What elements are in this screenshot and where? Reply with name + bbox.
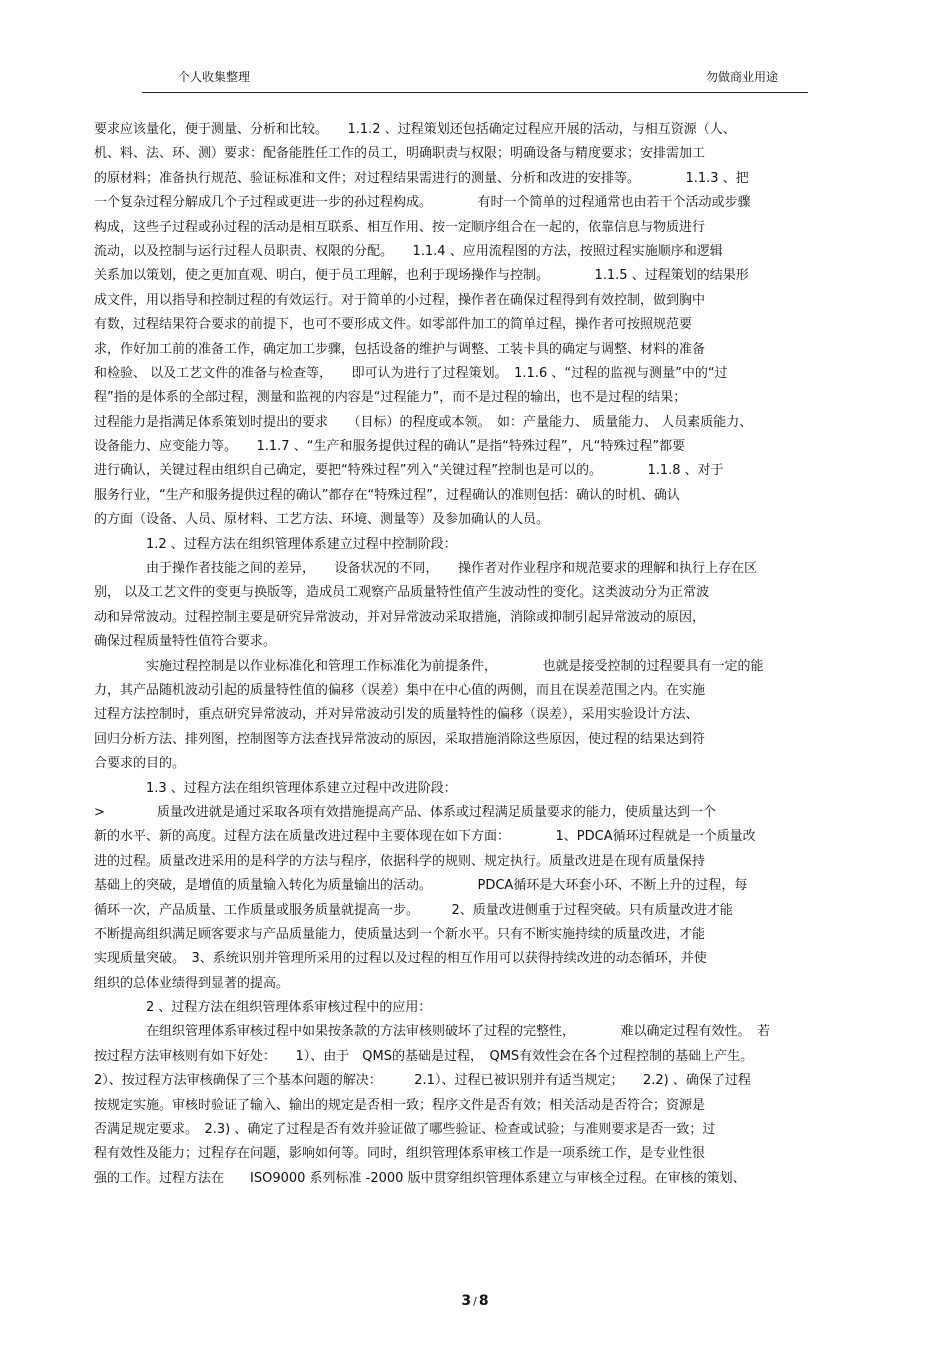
text-line: 一个复杂过程分解成几个子过程或更进一步的孙过程构成。 有时一个简单的过程通常也由若干个活动或步骤 bbox=[94, 195, 751, 211]
text-line: 过程方法控制时，重点研究异常波动，并对异常波动引发的质量特性的偏移（误差），采用实验设计方法、 bbox=[94, 707, 699, 723]
text-line: 成文件，用以指导和控制过程的有效运行。对于简单的小过程，操作者在确保过程得到有效控制，做到胸中 bbox=[94, 292, 706, 308]
text-line: 合要求的目的。 bbox=[94, 756, 186, 772]
text-line: 按过程方法审核则有如下好处： 1）、由于 QMS的基础是过程， QMS有效性会在各个过程控制的基础上产生。 bbox=[94, 1048, 754, 1064]
header-right-text: 勿做商业用途 bbox=[705, 70, 778, 84]
text-line: 组织的总体业绩得到显著的提高。 bbox=[94, 975, 290, 991]
body-text bbox=[94, 118, 878, 1191]
text-line: 循环一次，产品质量、工作质量或服务质量就提高一步。 2、质量改进侧重于过程突破。只有质量改进才能 bbox=[94, 902, 733, 918]
text-line: 2）、按过程方法审核确保了三个基本问题的解决： 2.1）、过程已被识别并有适当规定； 2.2) 、确保了过程 bbox=[94, 1073, 751, 1089]
page-current: 3 bbox=[461, 1293, 472, 1309]
text-line: 进的过程。质量改进采用的是科学的方法与程序，依据科学的规则、规定执行。质量改进是在现有质量保持 bbox=[94, 853, 706, 869]
text-line: 设备能力、应变能力等。 1.1.7 、“生产和服务提供过程的确认”是指“特殊过程”，凡“特殊过程”都要 bbox=[94, 439, 686, 455]
text-line: 程”指的是体系的全部过程，测量和监视的内容是“过程能力”，而不是过程的输出，也不是过程的结果； bbox=[94, 390, 687, 406]
text-line: 动和异常波动。过程控制主要是研究异常波动，并对异常波动采取措施，消除或抑制引起异常波动的原因， bbox=[94, 609, 706, 625]
text-line: 基础上的突破，是增值的质量输入转化为质量输出的活动。 PDCA循环是大环套小环、不断上升的过程，每 bbox=[94, 878, 748, 894]
text-line: 流动，以及控制与运行过程人员职责、权限的分配。 1.1.4 、应用流程图的方法，按照过程实施顺序和逻辑 bbox=[94, 243, 723, 259]
text-line: 过程能力是指满足体系策划时提出的要求 （目标）的程度或本领。 如：产量能力、 质量能力、 人员素质能力、 bbox=[94, 414, 753, 430]
text-line: 不断提高组织满足顾客要求与产品质量能力，使质量达到一个新水平。只有不断实施持续的质量改进，才能 bbox=[94, 926, 706, 942]
text-line: 实现质量突破。 3、系统识别并管理所采用的过程以及过程的相互作用可以获得持续改进的动态循环，并使 bbox=[94, 951, 707, 967]
page-number bbox=[0, 1293, 950, 1309]
text-line: 机、料、法、环、测）要求：配备能胜任工作的员工，明确职责与权限；明确设备与精度要求；安排需加工 bbox=[94, 146, 706, 162]
page-separator: / bbox=[473, 1295, 477, 1308]
text-line: 1.3 、过程方法在组织管理体系建立过程中改进阶段： bbox=[94, 780, 457, 796]
text-line: 新的水平、新的高度。过程方法在质量改进过程中主要体现在如下方面： 1、PDCA循环过程就是一个质量改 bbox=[94, 829, 756, 845]
text-line: 按规定实施。审核时验证了输入、输出的规定是否相一致；程序文件是否有效；相关活动是否符合；资源是 bbox=[94, 1097, 706, 1113]
text-line: 由于操作者技能之间的差异， 设备状况的不同， 操作者对作业程序和规范要求的理解和执行上存在区 bbox=[94, 561, 758, 577]
text-line: 1.2 、过程方法在组织管理体系建立过程中控制阶段： bbox=[94, 536, 457, 552]
page-total: 8 bbox=[478, 1293, 489, 1309]
text-line: 别， 以及工艺文件的变更与换版等，造成员工观察产品质量特性值产生波动性的变化。这类波动分为正常波 bbox=[94, 585, 710, 601]
text-line: 2 、过程方法在组织管理体系审核过程中的应用： bbox=[94, 1000, 432, 1016]
text-line: 程有效性及能力；过程存在问题，影响如何等。同时，组织管理体系审核工作是一项系统工作，是专业性很 bbox=[94, 1146, 706, 1162]
text-line: 的原材料；准备执行规范、验证标准和文件；对过程结果需进行的测量、分析和改进的安排等。 1.1.3 、把 bbox=[94, 170, 749, 186]
text-line: 强的工作。过程方法在 ISO9000 系列标准 -2000 版中贯穿组织管理体系建立与审核全过程。在审核的策划、 bbox=[94, 1170, 746, 1186]
text-line: 进行确认，关键过程由组织自己确定，要把“特殊过程”列入“关键过程”控制也是可以的。 1.1.8 、对于 bbox=[94, 463, 724, 479]
text-line: 和检验、 以及工艺文件的准备与检查等， 即可认为进行了过程策划。 1.1.6 、“过程的监视与测量”中的“过 bbox=[94, 365, 728, 381]
text-line: 的方面（设备、人员、原材料、工艺方法、环境、测量等）及参加确认的人员。 bbox=[94, 512, 550, 528]
text-line: 有数，过程结果符合要求的前提下，也可不要形成文件。如零部件加工的简单过程，操作者可按照规范要 bbox=[94, 317, 693, 333]
text-line: 要求应该量化，便于测量、分析和比较。 1.1.2 、过程策划还包括确定过程应开展的活动，与相互资源（人、 bbox=[94, 122, 736, 137]
text-line: 确保过程质量特性值符合要求。 bbox=[94, 634, 277, 650]
text-line: 关系加以策划，使之更加直观、明白，便于员工理解，也利于现场操作与控制。 1.1.5 、过程策划的结果形 bbox=[94, 268, 749, 284]
text-line: 回归分析方法、排列图，控制图等方法查找异常波动的原因，采取措施消除这些原因，使过程的结果达到符 bbox=[94, 731, 706, 747]
text-line: 实施过程控制是以作业标准化和管理工作标准化为前提条件， 也就是接受控制的过程要具有一定的能 bbox=[94, 658, 764, 674]
header-left-text: 个人收集整理 bbox=[178, 70, 251, 84]
page-header bbox=[142, 68, 808, 93]
text-line: 在组织管理体系审核过程中如果按条款的方法审核则破坏了过程的完整性， 难以确定过程有效性。 若 bbox=[94, 1024, 771, 1040]
text-line: > 质量改进就是通过采取各项有效措施提高产品、体系或过程满足质量要求的能力，使质量达到一个 bbox=[94, 804, 716, 820]
text-line: 服务行业，“生产和服务提供过程的确认”都存在“特殊过程”，过程确认的准则包括：确认的时机、确认 bbox=[94, 487, 680, 503]
text-line: 否满足规定要求。 2.3) 、确定了过程是否有效并验证做了哪些验证、检查或试验；与准则要求是否一致；过 bbox=[94, 1122, 716, 1138]
text-line: 构成，这些子过程或孙过程的活动是相互联系、相互作用、按一定顺序组合在一起的，依靠信息与物质进行 bbox=[94, 219, 706, 235]
text-line: 求，作好加工前的准备工作，确定加工步骤，包括设备的维护与调整、工装卡具的确定与调整、材料的准备 bbox=[94, 341, 706, 357]
text-line: 力，其产品随机波动引起的质量特性值的偏移（误差）集中在中心值的两侧，而且在误差范围之内。在实施 bbox=[94, 682, 706, 698]
